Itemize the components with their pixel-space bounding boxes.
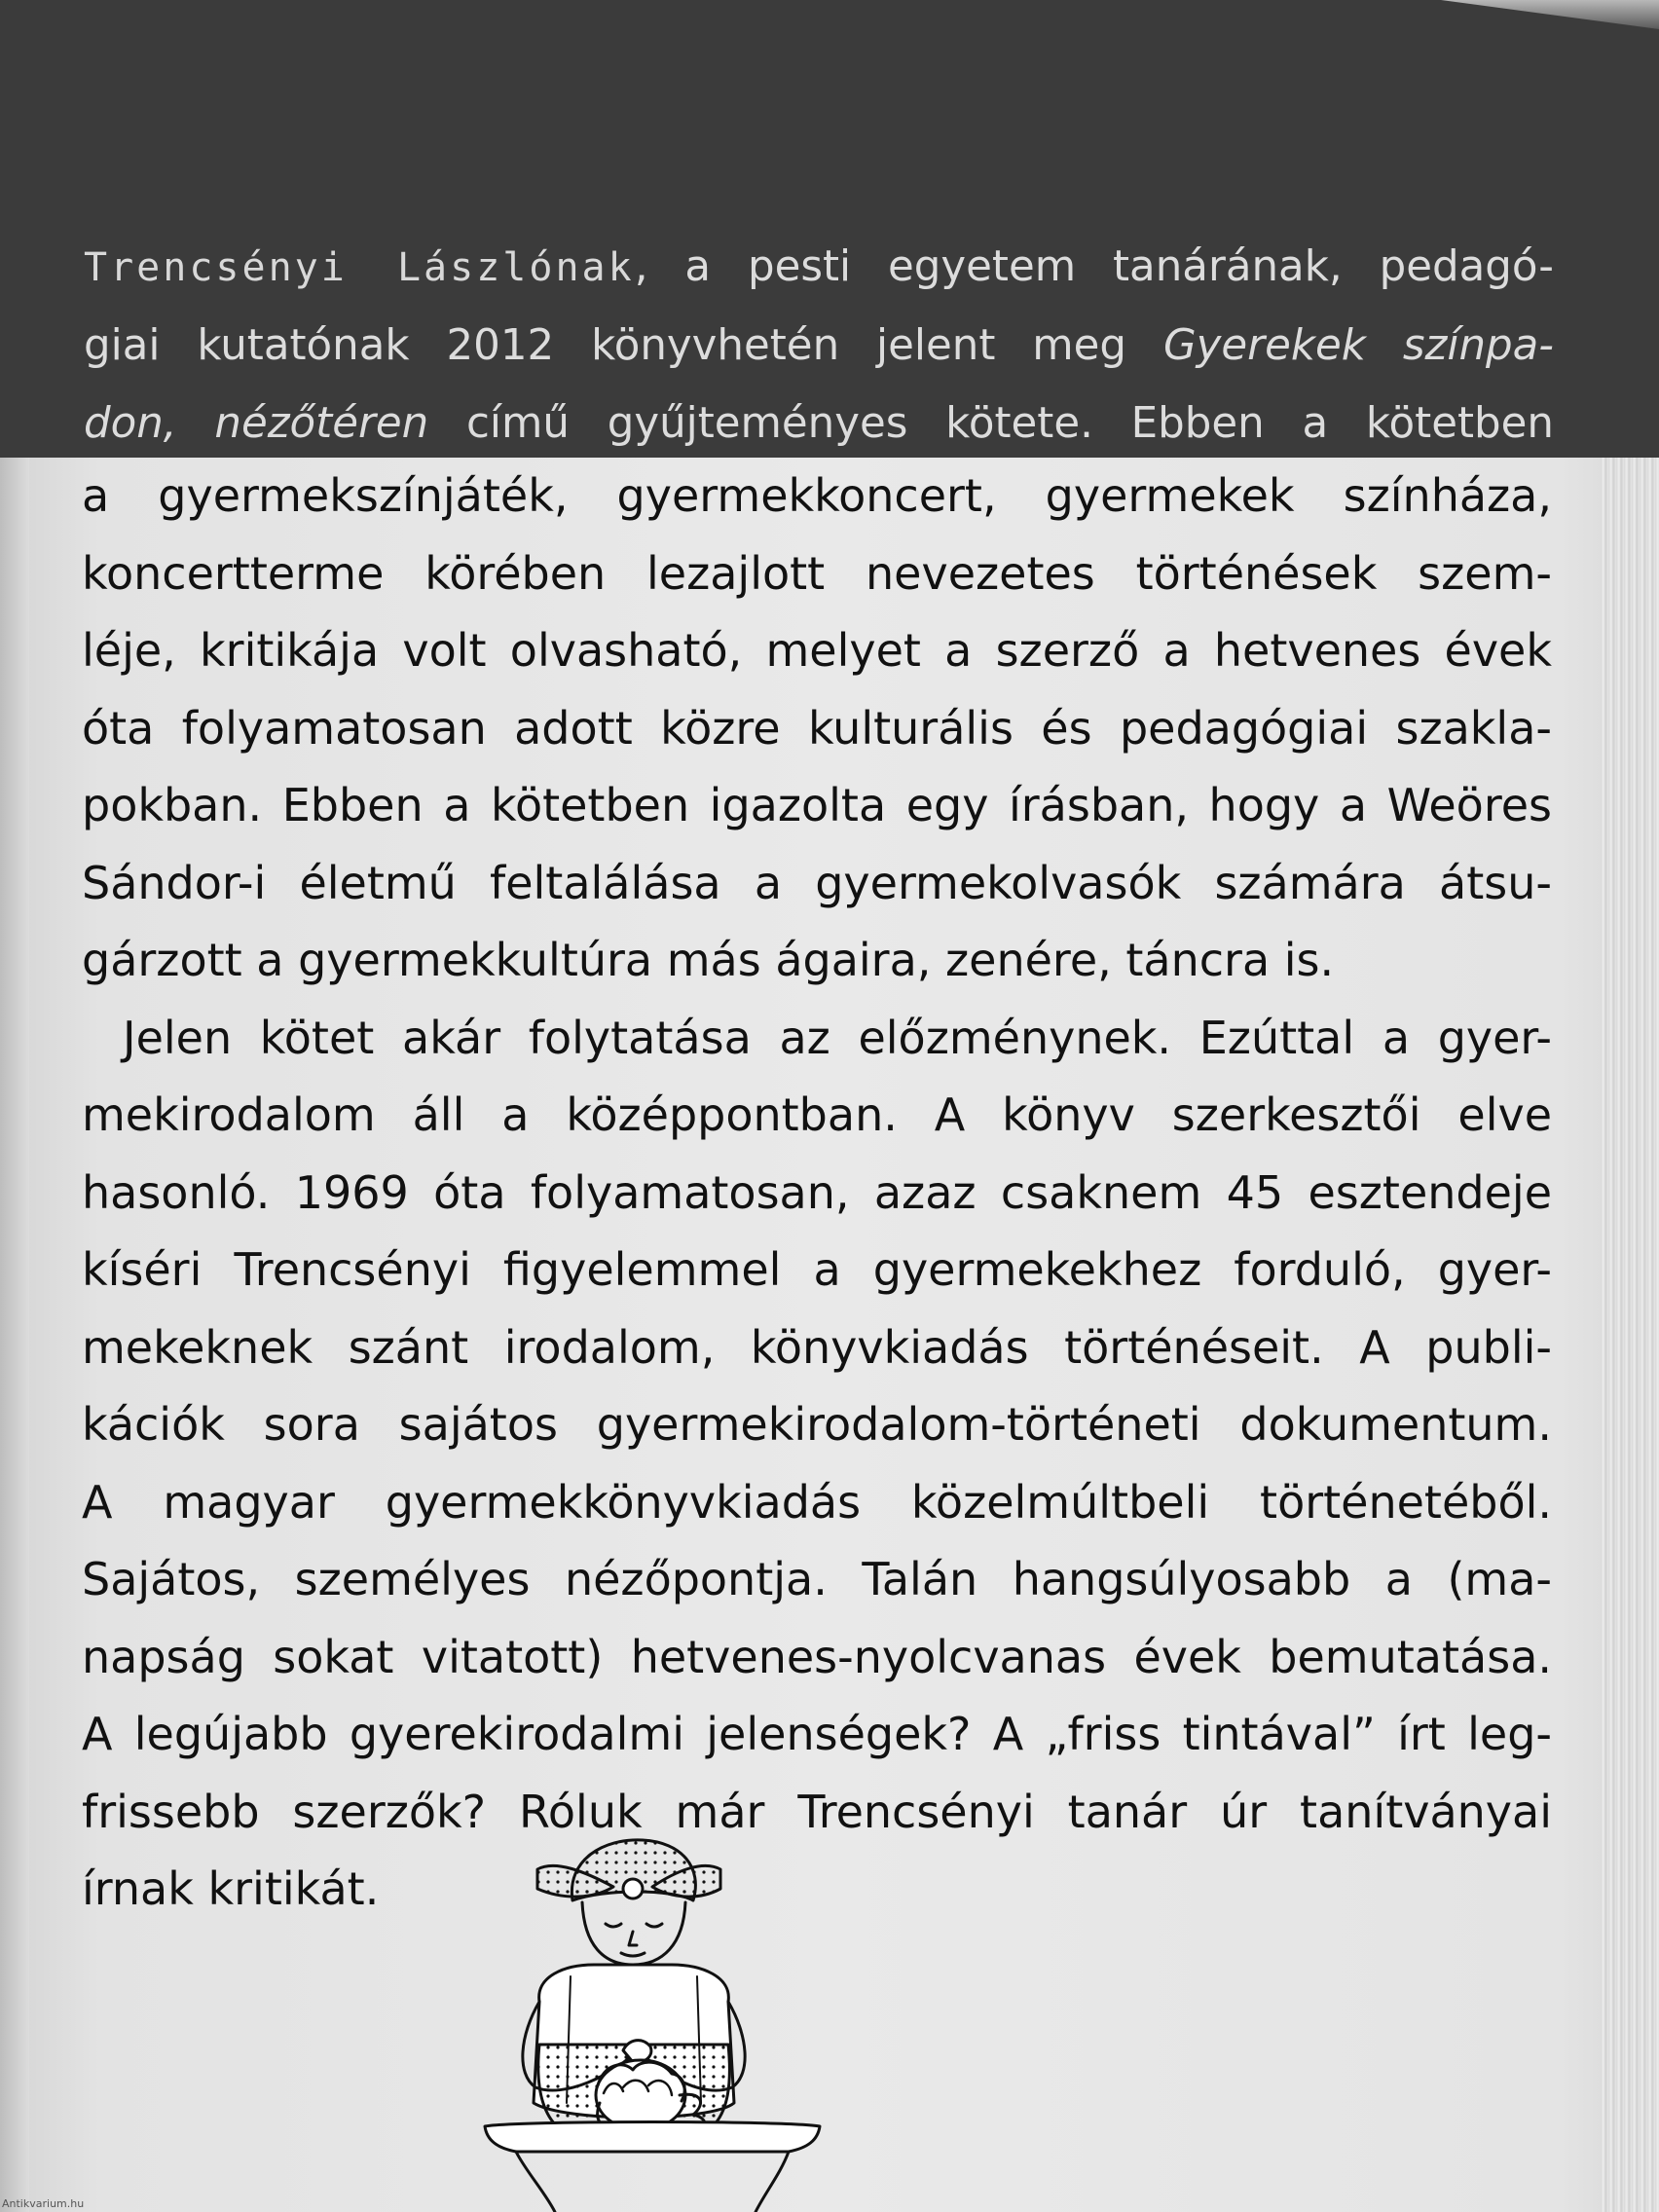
- intro-line-2-text: giai kutatónak 2012 könyvhetén jelent meg: [84, 321, 1163, 370]
- body-line: mekirodalom áll a középpontban. A könyv szerkesztői elve: [82, 1088, 1552, 1141]
- body-line: koncertterme körében lezajlott nevezetes történések szem-: [82, 546, 1552, 600]
- intro-paragraph: [84, 228, 1554, 462]
- washing-hair-illustration: [477, 1830, 828, 2212]
- body-line: A magyar gyermekkönyvkiadás közelmúltbeli történetéből.: [82, 1475, 1552, 1529]
- page-stack-edge: [1601, 448, 1659, 2212]
- book-title-part-2: don, nézőtéren: [84, 399, 429, 448]
- body-line: Sajátos, személyes nézőpontja. Talán hangsúlyosabb a (ma-: [82, 1553, 1552, 1605]
- body-line: napság sokat vitatott) hetvenes-nyolcvanas évek bemutatása.: [82, 1630, 1552, 1683]
- body-line: a gyermekszínjáték, gyermekkoncert, gyermekek színháza,: [82, 469, 1552, 522]
- intro-line-3: [84, 385, 1554, 462]
- body-line: hasonló. 1969 óta folyamatosan, azaz csaknem 45 esztendeje: [82, 1165, 1552, 1219]
- body-line: gárzott a gyermekkultúra más ágaira, zenére, táncra is.: [82, 934, 1335, 986]
- intro-line-2: [84, 307, 1554, 385]
- body-line: frissebb szerzők? Róluk már Trencsényi tanár úr tanítványai: [82, 1785, 1552, 1838]
- body-line: Sándor-i életmű feltalálása a gyermekolvasók számára átsu-: [82, 856, 1552, 909]
- body-line: A legújabb gyerekirodalmi jelenségek? A „friss tintával” írt leg-: [82, 1708, 1552, 1760]
- body-line: mekeknek szánt irodalom, könyvkiadás történéseit. A publi-: [82, 1320, 1552, 1374]
- body-line: óta folyamatosan adott közre kulturális és pedagógiai szakla-: [82, 701, 1552, 755]
- body-paragraphs: [82, 458, 1552, 1929]
- watermark: Antikvarium.hu: [2, 2197, 85, 2210]
- body-line: írnak kritikát.: [82, 1862, 380, 1915]
- body-line: kációk sora sajátos gyermekirodalom-történeti dokumentum.: [82, 1398, 1552, 1451]
- intro-line-3-text: című gyűjteményes kötete. Ebben a kötetben: [428, 399, 1554, 448]
- author-name: Trencsényi Lászlónak: [84, 245, 635, 290]
- intro-line-1-text: , a pesti egyetem tanárának, pedagó-: [634, 242, 1554, 291]
- body-line: kíséri Trencsényi figyelemmel a gyermekekhez forduló, gyer-: [82, 1243, 1552, 1296]
- intro-line-1: [84, 228, 1554, 307]
- body-line: pokban. Ebben a kötetben igazolta egy írásban, hogy a Weöres: [82, 779, 1552, 831]
- book-title-part-1: Gyerekek színpa-: [1162, 321, 1555, 370]
- body-line: léje, kritikája volt olvasható, melyet a szerző a hetvenes évek: [82, 624, 1552, 677]
- body-line: Jelen kötet akár folytatása az előzménynek. Ezúttal a gyer-: [123, 1011, 1552, 1064]
